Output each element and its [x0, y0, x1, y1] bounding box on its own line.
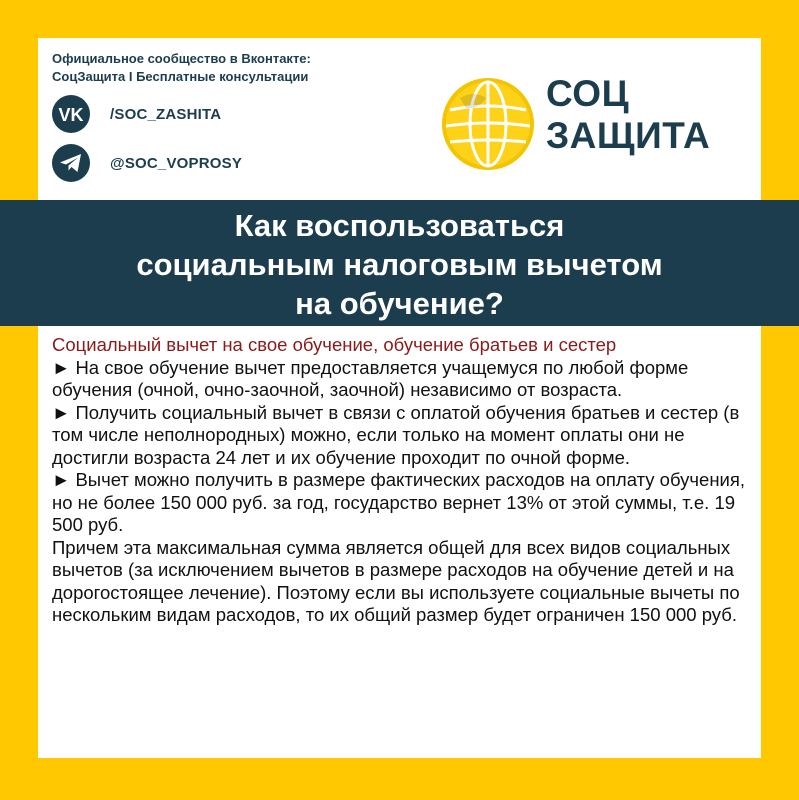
section-subtitle: Социальный вычет на свое обучение, обучение братьев и сестер	[52, 334, 617, 355]
community-subtitle: СоцЗащита I Бесплатные консультации	[52, 69, 309, 84]
globe-icon	[440, 76, 536, 172]
telegram-icon	[52, 144, 90, 182]
paragraph-3: ► Вычет можно получить в размере фактических расходов на оплату обучения, но не более 150 000 руб. за год, государство вернет 13% от этой суммы, т.е. 19 500 руб.	[52, 469, 746, 535]
community-title: Официальное сообщество в Вконтакте:	[52, 51, 311, 66]
title-banner	[0, 200, 799, 326]
article-text	[52, 334, 758, 627]
vk-handle: /SOC_ZASHITA	[110, 105, 222, 123]
telegram-link[interactable]	[52, 144, 242, 182]
logo-line1: СОЦ	[546, 73, 630, 114]
svg-text:VK: VK	[58, 105, 84, 125]
page-title	[0, 206, 799, 323]
title-line-1: Как воспользоваться	[234, 208, 565, 243]
vk-link[interactable]	[52, 95, 221, 133]
logo-line2: ЗАЩИТА	[546, 115, 711, 156]
paragraph-1: ► На свое обучение вычет предоставляется учащемуся по любой форме обучения (очной, очно-заочной, заочной) независимо от возраста.	[52, 356, 689, 400]
title-line-3: на обучение?	[295, 286, 504, 321]
paragraph-2: ► Получить социальный вычет в связи с оплатой обучения братьев и сестер (в том числе неполнородных) можно, если только на момент оплаты они не достигли возраста 24 лет и их обучение проходит по очной форме.	[52, 401, 740, 468]
vk-icon	[52, 95, 90, 133]
paragraph-4: Причем эта максимальная сумма является общей для всех видов социальных вычетов (за исключением вычетов в размере расходов на обучение детей и на дорогостоящее лечение). Поэтому если вы используете социальные вычеты по нескольким видам расходов, то их общий размер будет ограничен 150 000 руб.	[52, 536, 740, 625]
header-card	[38, 38, 761, 200]
title-line-2: социальным налоговым вычетом	[136, 247, 663, 282]
telegram-handle: @SOC_VOPROSY	[110, 154, 243, 172]
content-card	[38, 326, 761, 758]
